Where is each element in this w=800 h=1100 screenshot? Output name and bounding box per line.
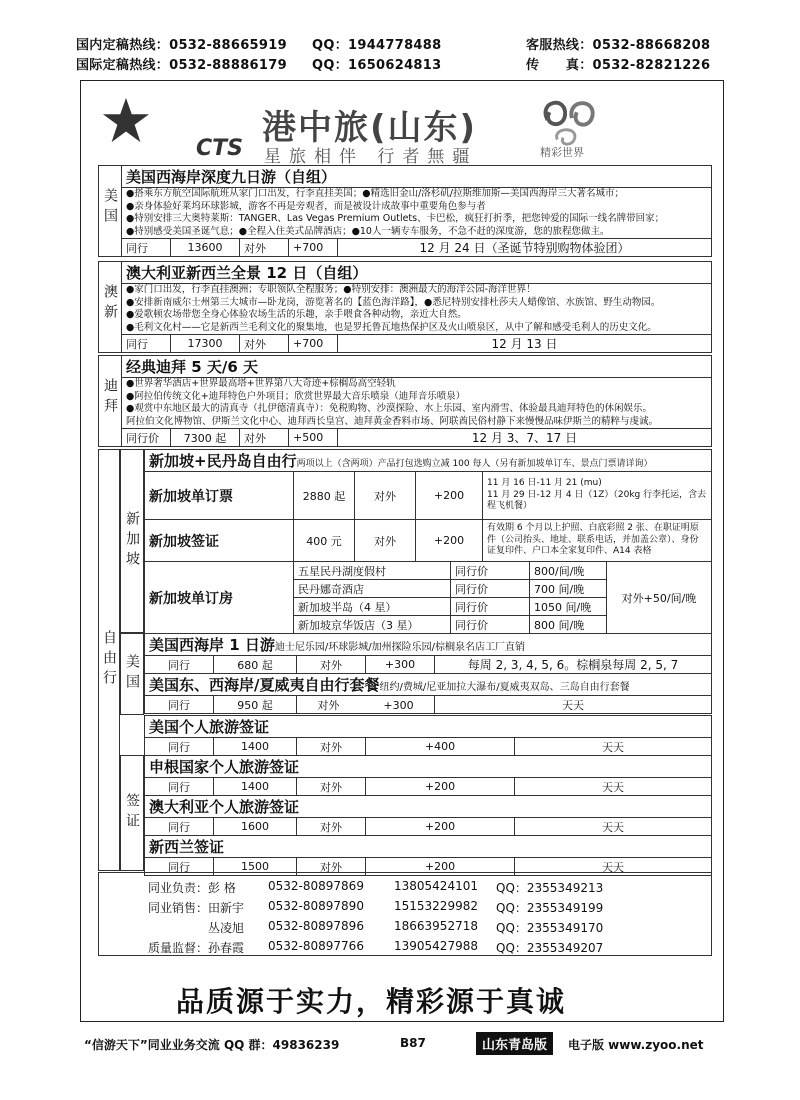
domestic-qq: QQ：1944778488	[312, 38, 442, 53]
sg-visa-price: 400 元	[294, 520, 355, 562]
intl-qq: QQ：1650624813	[312, 58, 442, 73]
us1-date: 每周 2, 3, 4, 5, 6。棕榈泉每周 2, 5, 7	[435, 656, 712, 674]
dubai-price-label: 同行价	[122, 429, 171, 447]
contact-tel: 0532-80897890	[268, 899, 364, 913]
dubai-ext-label: 对外	[240, 429, 289, 447]
us2-title-row: 美国东、西海岸/夏威夷自由行套餐纽约/费城/尼亚加拉大瀑布/夏威夷双岛、三岛自由行套餐	[145, 674, 712, 696]
us1-ext-label: 对外	[297, 656, 366, 674]
dubai-bullets: ●世界奢华酒店+世界最高塔+世界第八大奇迹+棕榈岛高空轻轨 ●阿拉伯传统文化+迪拜特色户外项目；欣赏世界最大音乐喷泉（迪拜音乐喷泉） ●观赏中东地区最大的清真寺（扎伊德清真寺）：免税购物、沙漠探险、水上乐园、室内滑雪、体验最具迪拜特色的休闲娱乐。 阿拉伯文化博物馆、伊斯兰文化中心、迪拜西长皇宫、迪拜黄金香料市场、阿联酋民俗村静下来慢慢品味伊斯兰的精粹与虔诚。	[122, 378, 712, 429]
aunz-label: 澳新	[99, 262, 122, 353]
contact-qq: QQ：2355349207	[496, 941, 604, 955]
contact-role: 同业销售：田新宇	[148, 901, 245, 915]
sg-visa: 新加坡签证	[145, 520, 294, 562]
visa-table	[144, 755, 712, 876]
contact-qq: QQ：2355349213	[496, 881, 604, 895]
visa-ext-label: 对外	[297, 778, 366, 796]
brand-title: 港中旅(山东)	[262, 108, 478, 148]
us-ext: +700	[289, 239, 338, 257]
aunz-price-label: 同行	[122, 335, 171, 353]
dubai-price: 7300 起	[171, 429, 240, 447]
sg-ticket-price: 2880 起	[294, 472, 355, 520]
visa-ext-label: 对外	[297, 858, 366, 876]
visa-price-label: 同行	[145, 778, 214, 796]
contact-mobile: 13805424101	[394, 879, 478, 893]
aunz-title: 澳大利亚新西兰全景 12 日（自组）	[122, 262, 712, 284]
us-price-label: 同行	[122, 239, 171, 257]
aunz-table	[98, 261, 712, 353]
visa-price: 1500	[214, 858, 297, 876]
dubai-label: 迪拜	[99, 356, 122, 447]
hotel-label: 同行价	[451, 562, 530, 580]
sg-visa-ext-label: 对外	[355, 520, 416, 562]
aunz-date: 12 月 13 日	[338, 335, 712, 353]
visa-price-label: 同行	[145, 858, 214, 876]
contact-tel: 0532-80897896	[268, 919, 364, 933]
visa-date: 天天	[515, 858, 712, 876]
contact-role: 质量监督：孙春霞	[148, 941, 245, 955]
us1-price-label: 同行	[145, 656, 214, 674]
hotel-ext: 对外+50/间/晚	[607, 562, 712, 634]
dubai-date: 12 月 3、7、17 日	[338, 429, 712, 447]
contact-mobile: 13905427988	[394, 939, 478, 953]
visa-date: 天天	[515, 738, 712, 756]
hotel-label: 同行价	[451, 616, 530, 634]
visa-date: 天天	[515, 778, 712, 796]
us1-price: 680 起	[214, 656, 297, 674]
free-us-table	[144, 633, 712, 714]
aunz-price: 17300	[171, 335, 240, 353]
sg-title-row: 新加坡+民丹岛自由行两项以上（含两项）产品打包选购立减 100 每人（另有新加坡单订车、景点门票请详询）	[145, 450, 712, 472]
sg-ticket-ext-label: 对外	[355, 472, 416, 520]
contact-role: 丛凌旭	[148, 921, 245, 935]
hotel-price: 800/间/晚	[530, 562, 607, 580]
us2-date: 天天	[435, 696, 712, 714]
brand-slogan: 星旅相伴 行者無疆	[264, 147, 478, 167]
visa-ext-label: 对外	[297, 738, 366, 756]
hotel-price: 1050 间/晚	[530, 598, 607, 616]
domestic-hotline: 国内定稿热线：0532-88665919	[76, 38, 287, 53]
dubai-title: 经典迪拜 5 天/6 天	[122, 356, 712, 378]
dubai-ext: +500	[289, 429, 338, 447]
intl-hotline: 国际定稿热线：0532-88886179	[76, 58, 287, 73]
footer-site: 电子版 www.zyoo.net	[568, 1038, 704, 1052]
footer-edition: 山东青岛版	[476, 1032, 553, 1055]
us-price: 13600	[171, 239, 240, 257]
contact-qq: QQ：2355349199	[496, 901, 604, 915]
us-ext-label: 对外	[240, 239, 289, 257]
visa-ext: +200	[366, 778, 515, 796]
hotel-label: 同行价	[451, 580, 530, 598]
us-table	[98, 165, 712, 257]
contact-tel: 0532-80897869	[268, 879, 364, 893]
visa-price-label: 同行	[145, 738, 214, 756]
visa-title: 美国个人旅游签证	[145, 716, 712, 738]
aunz-ext-label: 对外	[240, 335, 289, 353]
aunz-ext: +700	[289, 335, 338, 353]
hotel-name: 新加坡半岛（4 星）	[294, 598, 451, 616]
sg-ticket: 新加坡单订票	[145, 472, 294, 520]
visa-price-label: 同行	[145, 818, 214, 836]
sg-label: 新加坡	[120, 449, 144, 633]
service-hotline: 客服热线：0532-88668208	[526, 38, 711, 53]
visa-title: 新西兰签证	[145, 836, 712, 858]
sg-ticket-note: 11 月 16 日-11 月 21 (mu) 11 月 29 日-12 月 4 日（1Z）（20kg 行李托运，含去程飞机餐）	[483, 472, 712, 520]
sg-ticket-ext: +200	[416, 472, 483, 520]
hotel-price: 800 间/晚	[530, 616, 607, 634]
visa-ext: +200	[366, 818, 515, 836]
footer-group: “信游天下”同业业务交流 QQ 群：49836239	[84, 1038, 340, 1052]
visa-price: 1400	[214, 778, 297, 796]
sg-visa-note: 有效期 6 个月以上护照、白底彩照 2 张、在职证明原件（公司抬头、地址、联系电话，并加盖公章）、身份证复印件、户口本全家复印件、A14 表格	[483, 520, 712, 562]
us-date: 12 月 24 日（圣诞节特别购物体验团）	[338, 239, 712, 257]
dubai-table	[98, 355, 712, 447]
visa-price: 1600	[214, 818, 297, 836]
us-title: 美国西海岸深度九日游（自组）	[122, 166, 712, 188]
us-label: 美国	[99, 166, 122, 257]
sg-table	[144, 449, 712, 562]
hotel-name: 五星民丹湖度假村	[294, 562, 451, 580]
fax-line: 传 真：0532-82821226	[526, 58, 711, 73]
visa-price: 1400	[214, 738, 297, 756]
us1-title-row: 美国西海岸 1 日游迪士尼乐园/环球影城/加州探险乐园/棕榈泉名店工厂直销	[145, 634, 712, 656]
sg-visa-ext: +200	[416, 520, 483, 562]
star-logo-icon	[102, 96, 150, 144]
contact-tel: 0532-80897766	[268, 939, 364, 953]
us-visa-table	[144, 715, 712, 756]
free-travel-label: 自由行	[98, 449, 120, 871]
aunz-bullets: ●家门口出发，行李直挂澳洲；专职领队全程服务；●特别安排：澳洲最大的海洋公园-海洋世界！ ●安排新南威尔士州第三大城市—卧龙岗，游览著名的【蓝色海洋路】，●悉尼特别安排杜莎夫人蜡像馆、水族馆、野生动物园。 ●爱歌顿农场带您全身心体验农场生活的乐趣，亲手喂食各种动物，亲近大自然。 ●毛利文化村——它是新西兰毛利文化的聚集地，也是罗托鲁瓦地热保护区及火山喷泉区，从中了解和感受毛利人的历史文化。	[122, 284, 712, 335]
hotel-label: 同行价	[451, 598, 530, 616]
us2-price-label: 同行	[145, 696, 214, 714]
footer-page: B87	[400, 1036, 426, 1050]
visa-title: 澳大利亚个人旅游签证	[145, 796, 712, 818]
slogan-banner: 品质源于实力，精彩源于真诚	[176, 985, 567, 1018]
visa-ext: +400	[366, 738, 515, 756]
visa-ext: +200	[366, 858, 515, 876]
sg-hotel: 新加坡单订房	[145, 562, 294, 634]
contact-role: 同业负责：彭 格	[148, 881, 236, 895]
us2-price: 950 起	[214, 696, 297, 714]
visa-title: 申根国家个人旅游签证	[145, 756, 712, 778]
cts-logo: CTS	[196, 136, 243, 161]
us-bullets: ●搭乘东方航空国际航班从家门口出发，行李直挂美国；●精选旧金山/洛杉矶/拉斯维加斯—美国西海岸三大著名城市； ●亲身体验好莱坞环球影城，游客不再是旁观者，而是被设计成故事中重要角色参与者 ●特别安排三大奥特莱斯：TANGER、Las Vegas Premium Outlets、卡巴松，疯狂打折季，把您钟爱的国际一线名牌带回家； ●特别感受美国圣诞气息；●全程入住美式品牌酒店；●10人一辆专车服务，不急不赶的深度游，您的旅程您做主。	[122, 188, 712, 239]
contact-mobile: 15153229982	[394, 899, 478, 913]
contact-qq: QQ：2355349170	[496, 921, 604, 935]
free-us-label: 美国	[120, 633, 144, 715]
us2-ext: 对外 +300	[297, 696, 435, 714]
contact-mobile: 18663952718	[394, 919, 478, 933]
hotel-price: 700 间/晚	[530, 580, 607, 598]
visa-date: 天天	[515, 818, 712, 836]
sg-hotel-table	[144, 561, 712, 634]
visa-label: 签证	[120, 755, 144, 871]
hotel-name: 新加坡京华饭店（3 星）	[294, 616, 451, 634]
us1-ext: +300	[366, 656, 435, 674]
visa-ext-label: 对外	[297, 818, 366, 836]
partner-logo-text: 精彩世界	[540, 146, 584, 159]
hotel-name: 民丹娜奇酒店	[294, 580, 451, 598]
